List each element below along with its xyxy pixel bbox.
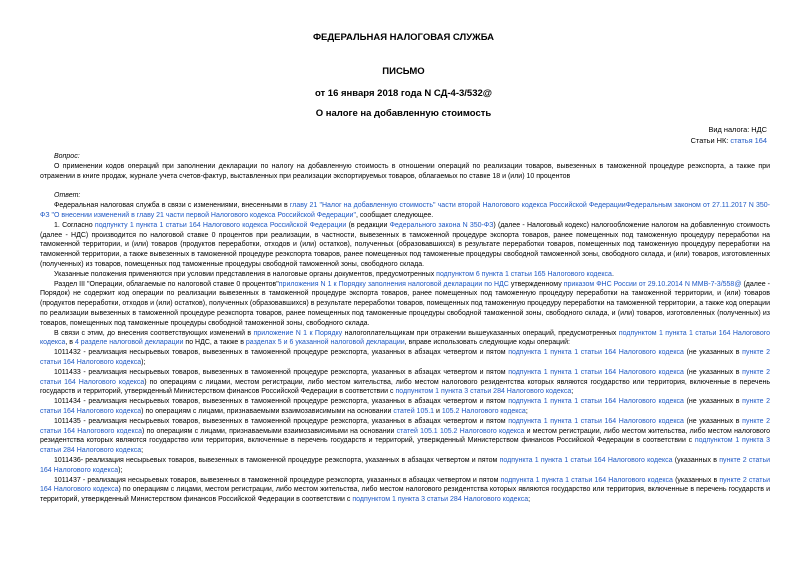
paragraph-text: ;: [525, 407, 528, 415]
document-type: ПИСЬМО: [382, 66, 425, 77]
paragraph-text: ;: [141, 447, 144, 455]
operation-code-item: [40, 397, 770, 417]
paragraph-text: , сообщает следующее.: [355, 211, 434, 219]
legal-reference-link[interactable]: 105.2 Налогового кодекса: [439, 427, 525, 435]
legal-reference-link[interactable]: пункте 2 статьи 164 Налогового кодекса: [40, 349, 770, 366]
legal-reference-link[interactable]: подпункта 1 пункта 1 статьи 164 Налогового кодекса: [508, 417, 684, 425]
paragraph-text: , вправе использовать следующие коды операций:: [404, 339, 570, 347]
legal-reference-link[interactable]: разделах 5 и 6 указанной налоговой декларации: [245, 339, 405, 347]
paragraph-text: 1011433 - реализация несырьевых товаров, вывезенных в таможенной процедуре реэкспорта, указанных в абзацах четвертом и пятом: [54, 368, 509, 376]
paragraph-text: и местом регистрации, либо местом жительства, либо местом налогового резидентства которых являются государство или территория, включенные в перечень государств и территорий, утвержденный Министерством финансов Российской Федерации в соответствии с: [40, 427, 770, 445]
legal-reference-link[interactable]: Федерального закона N 350-ФЗ: [389, 221, 494, 229]
legal-reference-link[interactable]: подпунктом 1 пункта 1 статьи 164 Налогового кодекса: [40, 329, 771, 347]
answer-label: Ответ:: [54, 192, 81, 200]
answer-paragraph: [40, 329, 770, 349]
org-title: ФЕДЕРАЛЬНАЯ НАЛОГОВАЯ СЛУЖБА: [312, 32, 495, 43]
paragraph-text: ;: [528, 496, 531, 504]
legal-reference-link[interactable]: подпункта 1 пункта 1 статьи 164 Налогового кодекса: [508, 349, 684, 357]
question-label: Вопрос:: [54, 153, 80, 160]
legal-reference-link[interactable]: 105.2 Налогового кодекса: [441, 407, 526, 415]
paragraph-text: ) по операциям с лицами, признаваемыми взаимозависимыми на основании: [141, 407, 394, 415]
paragraph-text: (в редакции: [346, 221, 390, 229]
paragraph-text: по НДС, а также в: [183, 339, 246, 347]
paragraph-text: ;: [571, 388, 574, 396]
legal-reference-link[interactable]: подпунктом 1 пункта 3 статьи 284 Налогового кодекса: [395, 388, 572, 396]
legal-reference-link[interactable]: пункте 2 статьи 164 Налогового кодекса: [40, 476, 770, 494]
legal-reference-link[interactable]: подпунктом 1 пункта 3 статьи 284 Налогового кодекса: [352, 496, 529, 504]
operation-code-item: [40, 368, 770, 397]
legal-reference-link[interactable]: подпункта 1 пункта 1 статьи 164 Налогового кодекса: [500, 476, 673, 484]
legal-reference-link[interactable]: пункте 2 статьи 164 Налогового кодекса: [40, 368, 770, 386]
paragraph-text: В связи с этим, до внесения соответствующих изменений в: [54, 329, 254, 337]
paragraph-text: .: [611, 270, 614, 278]
nk-prefix: Статьи НК:: [690, 136, 731, 145]
document-date-number: от 16 января 2018 года N СД-4-3/532@: [314, 88, 493, 99]
paragraph-text: , в: [65, 339, 75, 347]
legal-reference-link[interactable]: подпункта 1 пункта 1 статьи 164 Налогового кодекса: [508, 398, 684, 406]
nk-article-link[interactable]: статья 164: [730, 136, 767, 145]
legal-reference-link[interactable]: статей 105.1: [396, 427, 438, 435]
answer-paragraph: [40, 270, 770, 280]
paragraph-text: (указанных в: [672, 456, 720, 464]
paragraph-text: ) (далее - Налоговый кодекс) налогообложение налогом на добавленную стоимость (далее - НДС) производится по налоговой ставке 0 процентов при реализации, в частности, вывезенных в таможенной процедуре экспорта товаров, ранее помещенных под таможенную процедуру переработки на таможенной территории, и (или) товаров (продуктов переработки, отходов и (или) остатков), полученных (образовавшихся) в результате переработки товаров, помещенных под таможенную процедуру переработки на таможенной территории, а также вывезенных в таможенной процедуре реэкспорта товаров, ранее помещенных под таможенные процедуры свободной таможенной зоны, свободного склада, и (или) товаров, изготовленных (полученных) из товаров, помещенных под таможенные процедуры свободной таможенной зоны, свободного склада.: [40, 221, 770, 268]
legal-reference-link[interactable]: приложения N 1 к Порядку заполнения налоговой декларации по НДС: [278, 280, 509, 288]
paragraph-text: 1011436- реализация несырьевых товаров, вывезенных в таможенной процедуре реэкспорта, указанных в абзацах четвертом и пятом: [54, 456, 500, 464]
answer-paragraph: [40, 280, 770, 329]
paragraph-text: Указанные положения применяются при условии представления в налоговые органы документов, предусмотренных: [54, 270, 437, 278]
legal-reference-link[interactable]: статей 105.1: [393, 407, 435, 415]
question-text: О применении кодов операций при заполнении декларации по налогу на добавленную стоимость в отношении операций по реализации товаров, вывезенных в таможенной процедуре реэкспорта, а также при отражении в книге продаж, журнале учета счетов-фактур, выставленных при реализации экспортируемых товаров, облагаемых по ставке 18 и (или) 10 процентов: [40, 162, 770, 180]
legal-reference-link[interactable]: приказом ФНС России от 29.10.2014 N ММВ-7-3/558@: [563, 280, 742, 288]
operation-code-item: [40, 417, 770, 456]
paragraph-text: (не указанных в: [683, 398, 743, 406]
paragraph-text: (не указанных в: [683, 417, 743, 425]
paragraph-text: 1011434 - реализация несырьевых товаров, вывезенных в таможенной процедуре реэкспорта, указанных в абзацах четвертом и пятом: [54, 398, 509, 406]
paragraph-text: налогоплательщикам при отражении вышеуказанных операций, предусмотренных: [342, 329, 619, 337]
paragraph-text: и: [434, 407, 442, 415]
legal-reference-link[interactable]: подпункта 1 пункта 1 статьи 164 Налогового кодекса: [499, 456, 673, 464]
legal-reference-link[interactable]: подпунктом 6 пункта 1 статьи 165 Налогового кодекса: [436, 270, 612, 278]
legal-reference-link[interactable]: главу 21 "Налог на добавленную стоимость" части второй Налогового кодекса Российской Федерации: [289, 202, 626, 210]
legal-reference-link[interactable]: пункте 2 статьи 164 Налогового кодекса: [40, 456, 771, 474]
paragraph-text: ) по операциям с лицами, местом регистрации, либо местом жительства, либо местом налогового резидентства которых являются государство или территория, включенные в перечень государств и территорий, утвержденный Министерством финансов Российской Федерации в соответствии с: [40, 486, 770, 504]
legal-reference-link[interactable]: подпункту 1 пункта 1 статьи 164 Налогового кодекса Российской Федерации: [94, 221, 347, 229]
paragraph-text: (далее - Порядок) не содержит код операции по реализации вывезенных в таможенной процедуре экспорта товаров, ранее помещенных под таможенную процедуру переработки на таможенной территории, и (или) товаров (продуктов переработки, отходов и (или) остатков), полученных (образовавшихся) в результате переработки товаров, помещенных под таможенную процедуру переработки на таможенной территории, а также код операции по реализации вывезенных в таможенной процедуре реэкспорта товаров, ранее помещенных под таможенные процедуры свободной таможенной зоны, свободного склада, и (или) товаров, изготовленных (полученных) из товаров, помещенных под таможенные процедуры свободной таможенной зоны, свободного склада.: [40, 280, 771, 327]
paragraph-text: 1011437 - реализация несырьевых товаров, вывезенных в таможенной процедуре реэкспорта, указанных в абзацах четвертом и пятом: [54, 476, 501, 484]
paragraph-text: ) по операциям с лицами, признаваемыми взаимозависимыми на основании: [142, 427, 397, 435]
document-subject: О налоге на добавленную стоимость: [315, 108, 492, 119]
legal-reference-link[interactable]: Федеральным законом от 27.11.2017 N 350-ФЗ "О внесении изменений в главу 21 части первой Налогового кодекса Российской Федерации": [40, 202, 770, 219]
answer-paragraph: [40, 221, 770, 270]
paragraph-text: (не указанных в: [683, 368, 743, 376]
paragraph-text: 1011435 - реализация несырьевых товаров, вывезенных в таможенной процедуре реэкспорта, указанных в абзацах четвертом и пятом: [54, 417, 509, 425]
legal-reference-link[interactable]: подпункта 1 пункта 1 статьи 164 Налогового кодекса: [508, 368, 684, 376]
document-body: [40, 152, 770, 505]
paragraph-text: (не указанных в: [683, 349, 743, 357]
legal-reference-link[interactable]: подпунктом 1 пункта 3 статьи 284 Налогового кодекса: [40, 437, 770, 455]
legal-reference-link[interactable]: приложение N 1 к Порядку: [253, 329, 343, 337]
paragraph-text: ) по операциям с лицами, местом регистрации, либо местом жительства, либо местом налогового резидентства которых являются государство или территория, включенные в перечень государств и территорий, утвержденный Министерством финансов Российской Федерации в соответствии с: [40, 378, 770, 396]
paragraph-text: Федеральная налоговая служба в связи с изменениями, внесенными в: [54, 202, 290, 210]
nk-articles: [691, 136, 767, 146]
paragraph-text: );: [118, 466, 123, 474]
paragraph-text: 1. Согласно: [54, 221, 95, 229]
operation-code-item: [40, 476, 770, 505]
paragraph-text: 1011432 - реализация несырьевых товаров, вывезенных в таможенной процедуре реэкспорта, указанных в абзацах четвертом и пятом: [54, 349, 509, 357]
paragraph-text: );: [141, 358, 146, 366]
legal-reference-link[interactable]: пункте 2 статьи 164 Налогового кодекса: [40, 417, 770, 435]
paragraph-text: утвержденному: [508, 280, 564, 288]
answer-paragraph: [40, 201, 770, 221]
paragraph-text: (указанных в: [672, 476, 720, 484]
tax-type: Вид налога: НДС: [708, 125, 767, 134]
operation-code-item: [40, 456, 770, 476]
paragraph-text: Раздел III "Операции, облагаемые по налоговой ставке 0 процентов": [54, 280, 279, 288]
legal-reference-link[interactable]: пункте 2 статьи 164 Налогового кодекса: [40, 398, 770, 415]
legal-reference-link[interactable]: 4 разделе налоговой декларации: [74, 339, 184, 347]
operation-code-item: [40, 348, 770, 368]
